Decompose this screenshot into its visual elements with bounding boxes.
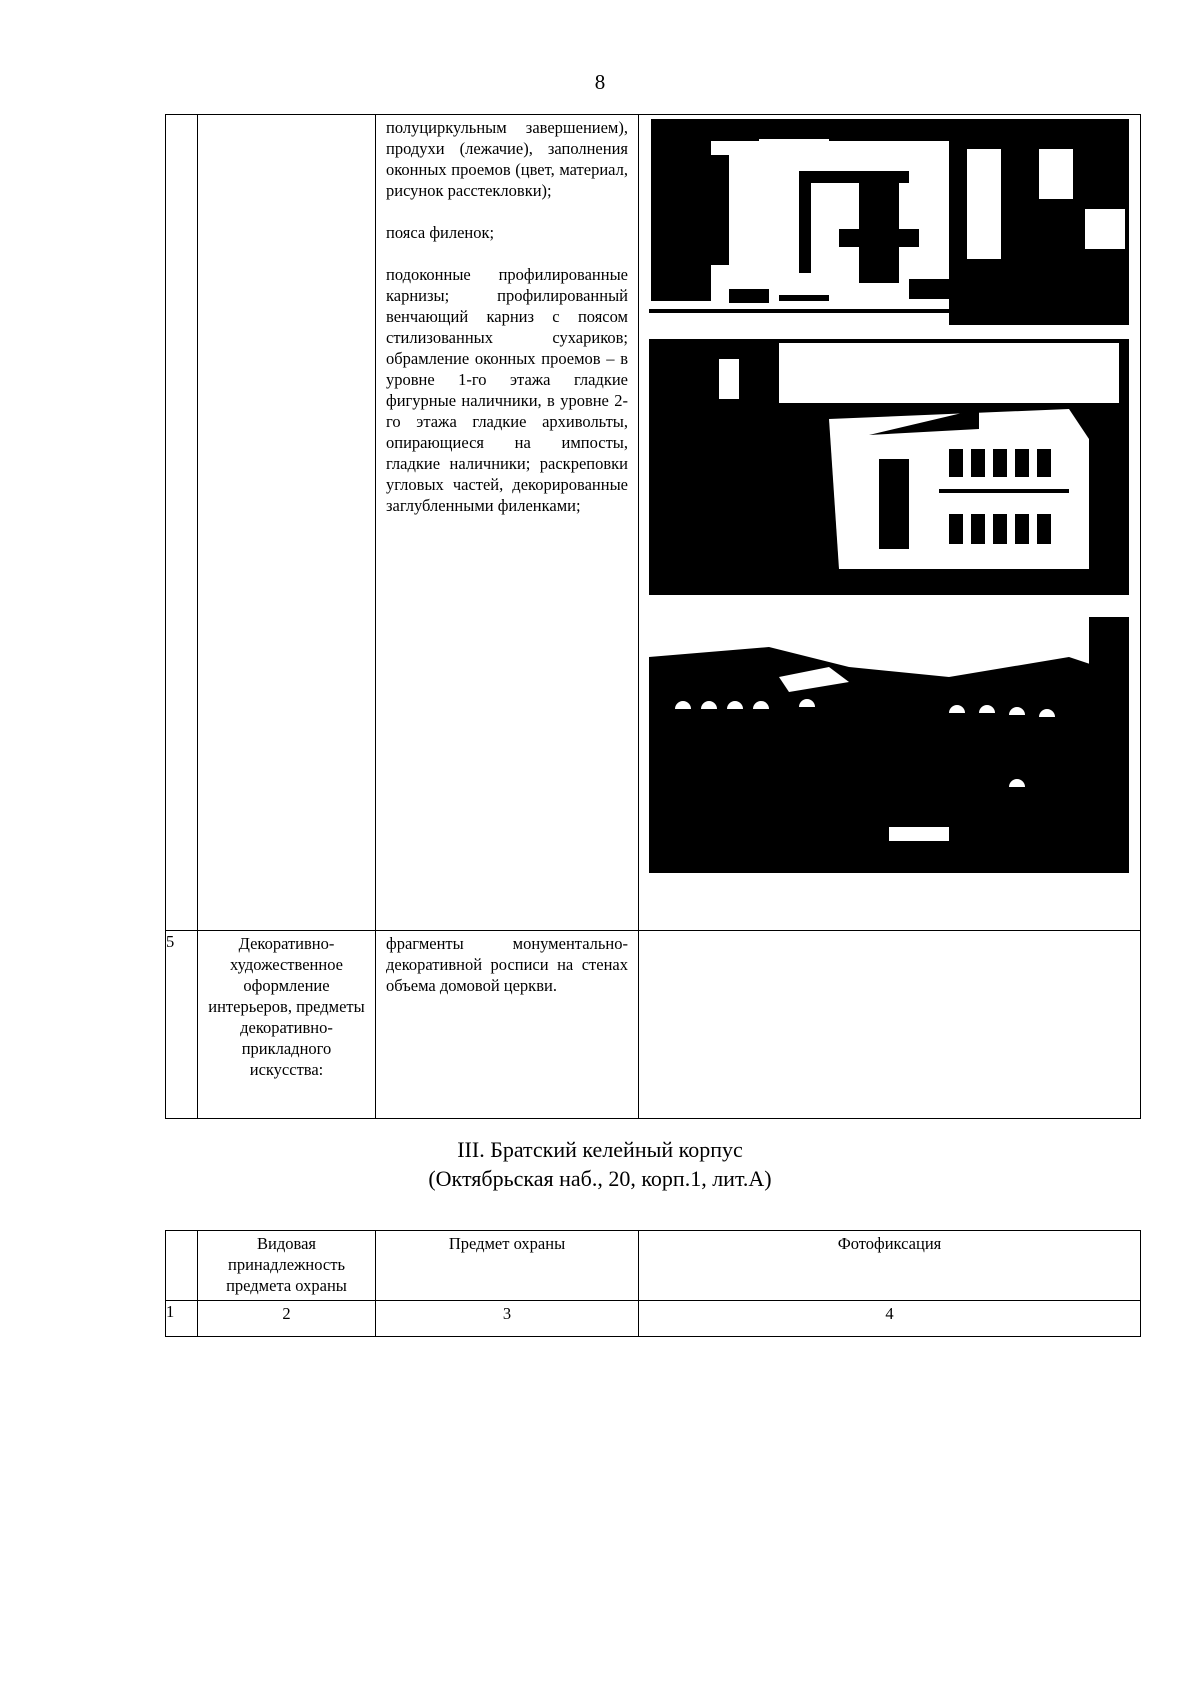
building-facade-photo: [649, 339, 1129, 595]
protection-type-text: Декоративно-художественное оформление интерьеров, предметы декоративно-прикладного искусства:: [208, 934, 365, 1079]
column-header: [166, 1231, 198, 1301]
subject-paragraph: пояса филенок;: [386, 223, 495, 242]
cell-protection-subject: [376, 931, 639, 1119]
column-header: Фотофиксация: [639, 1231, 1141, 1301]
numbering-row: [166, 1301, 1141, 1337]
section-address: (Октябрьская наб., 20, корп.1, лит.А): [428, 1166, 772, 1191]
page-number: 8: [594, 70, 606, 94]
table-row: [166, 115, 1141, 931]
row-number: 5: [166, 931, 198, 1119]
column-number: 2: [198, 1301, 376, 1337]
protection-table-continued: [165, 114, 1141, 1119]
column-number: 1: [166, 1301, 198, 1337]
facade-window-photo: [649, 119, 1129, 325]
cell-protection-type: [198, 931, 376, 1119]
section-heading: [0, 1135, 1200, 1193]
cell-number-empty: [166, 115, 198, 931]
column-header: Видовая принадлежность предмета охраны: [198, 1231, 376, 1301]
cell-photo-fixation: [639, 115, 1141, 931]
protection-subject-text: фрагменты монументально-декоративной росписи на стенах объема домовой церкви.: [386, 934, 628, 995]
column-header: Предмет охраны: [376, 1231, 639, 1301]
building-dusk-photo: [649, 617, 1129, 873]
cell-protection-subject: [376, 115, 639, 931]
section-title: III. Братский келейный корпус: [457, 1137, 743, 1162]
table-row: [166, 931, 1141, 1119]
subject-paragraph: подоконные профилированные карнизы; профилированный венчающий карниз с поясом стилизованных сухариков; обрамление оконных проемов – в уровне 1-го этажа гладкие фигурные наличники, в уровне 2-го этажа гладкие архивольты, опирающиеся на импосты, гладкие наличники; раскреповки угловых частей, декорированные заглубленными филенками;: [386, 265, 628, 515]
subject-paragraph: полуциркульным завершением), продухи (лежачие), заполнения оконных проемов (цвет, материал, рисунок расстекловки);: [386, 118, 628, 200]
header-row: [166, 1231, 1141, 1301]
cell-photo-fixation-empty: [639, 931, 1141, 1119]
column-number: 3: [376, 1301, 639, 1337]
protection-table-section-3: [165, 1230, 1141, 1337]
column-number: 4: [639, 1301, 1141, 1337]
cell-type-empty: [198, 115, 376, 931]
